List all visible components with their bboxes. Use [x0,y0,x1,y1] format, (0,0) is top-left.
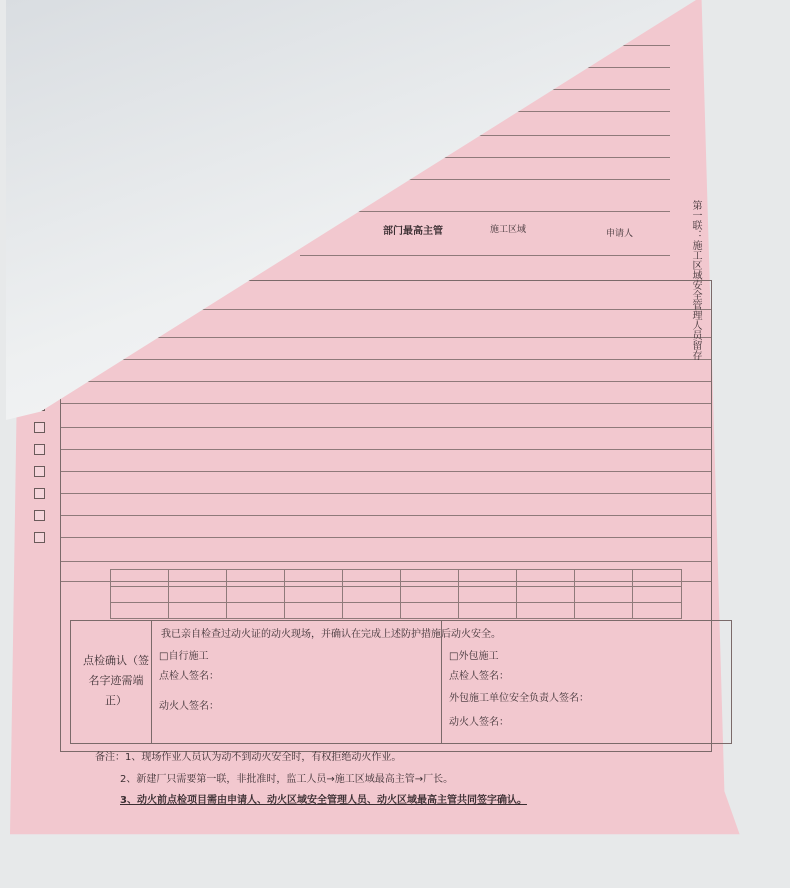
gas-reading-table [110,569,682,619]
checkbox[interactable] [34,532,45,543]
confirm-left-label: 点检确认（签名字迹需端正） [83,654,149,707]
checkbox[interactable] [34,510,45,521]
own-label: □自行施工 [159,651,209,662]
confirmation-block [70,620,732,744]
outsource-operator: 动火人签名： [449,717,509,728]
confirm-heading: 我已亲自检查过动火证的动火现场，并确认在完成上述防护措施后动火安全。 [161,629,501,640]
checkbox[interactable] [34,466,45,477]
top-applicant-label: 申请人 [606,229,634,239]
own-inspector: 点检人签名： [159,671,219,682]
checkbox[interactable] [34,488,45,499]
checkbox[interactable] [34,422,45,433]
top-area-label: 施工区域 [490,225,527,235]
note-3: 3、动火前点检项目需由申请人、动火区域安全管理人员、动火区域最高主管共同签字确认。 [120,795,527,806]
outsource-label: □外包施工 [449,651,499,662]
outsource-inspector: 点检人签名： [449,671,509,682]
side-vertical-text: 第一联：施工区域安全管理人员留存 [690,200,701,360]
outsource-safety: 外包施工单位安全负责人签名： [449,693,589,704]
note-1: 备注：1、现场作业人员认为动不到动火安全时，有权拒绝动火作业。 [95,752,402,763]
checkbox[interactable] [34,444,45,455]
own-operator: 动火人签名： [159,701,219,712]
note-2: 2、新建厂只需要第一联，非批准时，监工人员→施工区域最高主管→厂长。 [120,774,454,785]
top-box-label: 部门最高主管 [383,226,443,237]
